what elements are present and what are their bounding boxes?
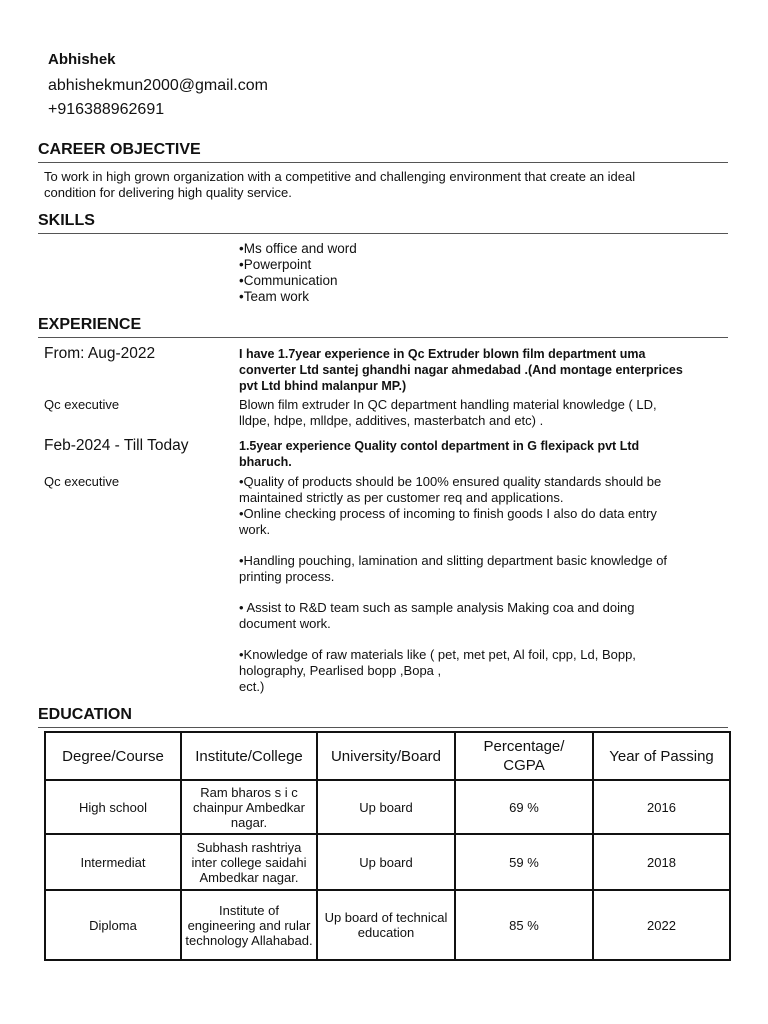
- institute-cell: Institute of engineering and rular technology Allahabad.: [181, 890, 317, 960]
- job-summary-line: converter Ltd santej ghandhi nagar ahmedabad .(And montage enterprices: [239, 363, 683, 377]
- spacer: [239, 585, 734, 600]
- job-summary-line: I have 1.7year experience in Qc Extruder blown film department uma: [239, 347, 646, 361]
- job-detail-line: work.: [239, 522, 271, 537]
- degree-cell: Intermediat: [45, 834, 181, 890]
- job-detail-line: ect.): [239, 679, 265, 694]
- job-details: [239, 474, 734, 695]
- skill-item: •Powerpoint: [239, 257, 312, 272]
- education-table: [44, 731, 731, 961]
- career-objective-line: To work in high grown organization with a competitive and challenging environment that create an ideal: [44, 169, 636, 184]
- job-summary-line: 1.5year experience Quality contol department in G flexipack pvt Ltd: [239, 439, 640, 453]
- percentage-cell: 59 %: [455, 834, 593, 890]
- experience-heading: EXPERIENCE: [38, 315, 728, 338]
- skills-list: [239, 241, 357, 305]
- job-role: Qc executive: [44, 397, 120, 412]
- job-period: Feb-2024 - Till Today: [44, 437, 189, 454]
- career-objective-heading: CAREER OBJECTIVE: [38, 140, 728, 163]
- job-summary-line: pvt Ltd bhind malanpur MP.): [239, 379, 407, 393]
- job-detail-line: • Assist to R&D team such as sample analysis Making coa and doing: [239, 600, 635, 615]
- phone-number: +916388962691: [48, 101, 165, 118]
- year-cell: 2018: [593, 834, 730, 890]
- table-row: [45, 890, 730, 960]
- job-details: [239, 397, 734, 429]
- job-summary: [239, 438, 734, 470]
- resume-header: [48, 50, 268, 122]
- board-cell: Up board of technical education: [317, 890, 455, 960]
- column-header: Institute/College: [181, 732, 317, 780]
- email-address: abhishekmun2000@gmail.com: [48, 77, 268, 94]
- career-objective-text: [44, 169, 744, 201]
- job-summary-line: bharuch.: [239, 455, 292, 469]
- job-period: From: Aug-2022: [44, 345, 156, 362]
- table-row: [45, 780, 730, 834]
- spacer: [239, 632, 734, 647]
- job-detail-line: maintained strictly as per customer req and applications.: [239, 490, 564, 505]
- percentage-cell: 69 %: [455, 780, 593, 834]
- job-detail-line: lldpe, hdpe, mlldpe, additives, masterbatch and etc) .: [239, 413, 544, 428]
- job-detail-line: Blown film extruder In QC department handling material knowledge ( LD,: [239, 397, 657, 412]
- job-role: Qc executive: [44, 474, 120, 489]
- year-cell: 2016: [593, 780, 730, 834]
- career-objective-line: condition for delivering high quality service.: [44, 185, 292, 200]
- job-detail-line: holography, Pearlised bopp ,Bopa ,: [239, 663, 442, 678]
- column-header: Year of Passing: [593, 732, 730, 780]
- column-header: University/Board: [317, 732, 455, 780]
- skill-item: •Team work: [239, 289, 309, 304]
- institute-cell: Ram bharos s i c chainpur Ambedkar nagar.: [181, 780, 317, 834]
- column-header: Percentage/ CGPA: [455, 732, 593, 780]
- year-cell: 2022: [593, 890, 730, 960]
- candidate-name: Abhishek: [48, 51, 116, 68]
- education-heading: EDUCATION: [38, 705, 728, 728]
- job-detail-line: •Handling pouching, lamination and slitting department basic knowledge of: [239, 553, 668, 568]
- column-header: Degree/Course: [45, 732, 181, 780]
- skills-heading: SKILLS: [38, 211, 728, 234]
- institute-cell: Subhash rashtriya inter college saidahi Ambedkar nagar.: [181, 834, 317, 890]
- skill-item: •Ms office and word: [239, 241, 357, 256]
- job-summary: [239, 346, 734, 394]
- table-row: [45, 834, 730, 890]
- skill-item: •Communication: [239, 273, 338, 288]
- degree-cell: High school: [45, 780, 181, 834]
- job-detail-line: •Knowledge of raw materials like ( pet, met pet, Al foil, cpp, Ld, Bopp,: [239, 647, 636, 662]
- job-detail-line: printing process.: [239, 569, 335, 584]
- percentage-cell: 85 %: [455, 890, 593, 960]
- job-detail-line: •Quality of products should be 100% ensured quality standards should be: [239, 474, 662, 489]
- board-cell: Up board: [317, 834, 455, 890]
- degree-cell: Diploma: [45, 890, 181, 960]
- job-detail-line: document work.: [239, 616, 331, 631]
- spacer: [239, 538, 734, 553]
- job-detail-line: •Online checking process of incoming to finish goods I also do data entry: [239, 506, 657, 521]
- board-cell: Up board: [317, 780, 455, 834]
- table-header-row: [45, 732, 730, 780]
